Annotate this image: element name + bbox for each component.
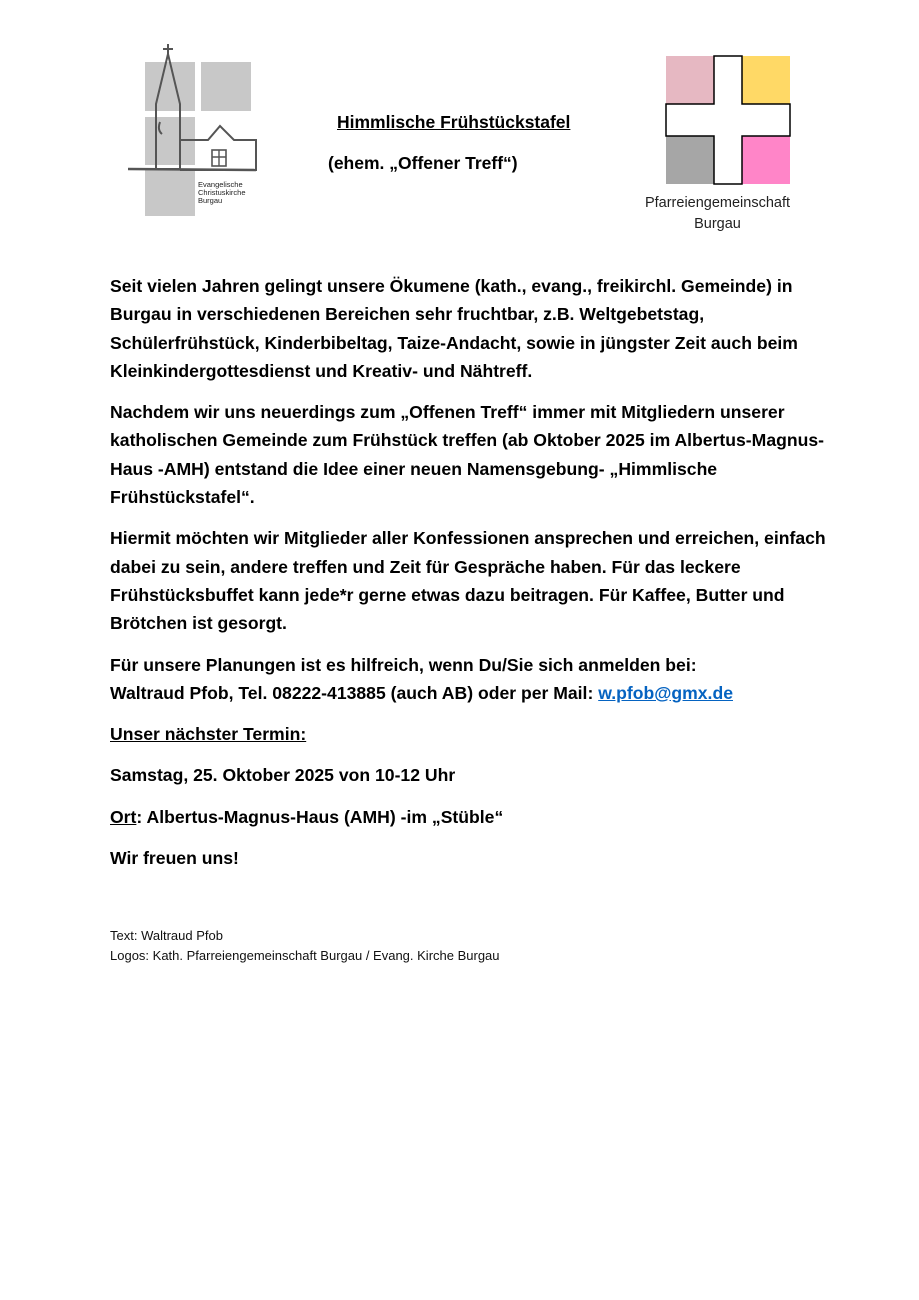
pfarreiengemeinschaft-logo xyxy=(664,54,792,186)
logo-quadrant-top-left xyxy=(666,56,714,104)
location-label: Ort xyxy=(110,806,137,827)
logo-left-text-2: Christuskirche xyxy=(198,188,246,197)
date-line: Samstag, 25. Oktober 2025 von 10-12 Uhr xyxy=(110,765,456,786)
location-line xyxy=(110,803,830,831)
page-title: Himmlische Frühstückstafel xyxy=(337,112,571,132)
email-link[interactable]: w.pfob@gmx.de xyxy=(598,682,733,703)
logo-caption-line1: Pfarreiengemeinschaft xyxy=(644,195,791,211)
location-value: : Albertus-Magnus-Haus (AMH) -im „Stüble“ xyxy=(136,806,504,827)
anmeldung-line2: Waltraud Pfob, Tel. 08222-413885 (auch AB) oder per Mail: xyxy=(110,682,599,703)
logo-quadrant-top-right xyxy=(742,56,790,104)
logo-left-text-3: Burgau xyxy=(198,196,223,205)
logo-quadrant-bottom-right xyxy=(742,136,790,184)
footer-credits xyxy=(110,926,500,966)
anmeldung-line1: Für unsere Planungen ist es hilfreich, wenn Du/Sie sich anmelden bei: xyxy=(110,654,697,675)
footer-text-credit: Text: Waltraud Pfob xyxy=(110,928,223,943)
closing-line: Wir freuen uns! xyxy=(110,848,239,869)
paragraph-konfessionen: Hiermit möchten wir Mitglieder aller Konfessionen ansprechen und erreichen, einfach dabei zu sein, andere treffen und Zeit für Gespräche haben. Für das leckere Frühstücksbuffet kann jede*r gerne etwas dazu beitragen. Für Kaffee, Butter und Brötchen ist gesorgt. xyxy=(110,528,826,634)
logo-quadrant-bottom-left xyxy=(666,136,714,184)
footer-logo-credit: Logos: Kath. Pfarreiengemeinschaft Burgau / Evang. Kirche Burgau xyxy=(110,948,500,963)
next-date-heading: Unser nächster Termin: xyxy=(110,724,307,745)
page-subtitle: (ehem. „Offener Treff“) xyxy=(328,153,518,173)
logo-caption-line2: Burgau xyxy=(694,216,741,232)
paragraph-oekumene: Seit vielen Jahren gelingt unsere Ökumene (kath., evang., freikirchl. Gemeinde) in Burgau in verschiedenen Bereichen sehr fruchtbar, z.B. Weltgebetstag, Schülerfrühstück, Kinderbibeltag, Taize-Andacht, sowie in jüngster Zeit auch beim Kleinkindergottesdienst und Kreativ- und Nähtreff. xyxy=(110,276,798,381)
logo-left-text-1: Evangelische xyxy=(198,180,243,189)
logo-right-caption xyxy=(620,193,815,235)
evangelische-christuskirche-logo xyxy=(122,42,262,220)
document-body xyxy=(110,272,830,885)
paragraph-anmeldung xyxy=(110,651,830,708)
paragraph-offener-treff: Nachdem wir uns neuerdings zum „Offenen Treff“ immer mit Mitgliedern unserer katholischen Gemeinde zum Frühstück treffen (ab Oktober 2025 im Albertus-Magnus-Haus -AMH) entstand die Idee einer neuen Namensgebung- „Himmlische Frühstückstafel“. xyxy=(110,402,824,508)
